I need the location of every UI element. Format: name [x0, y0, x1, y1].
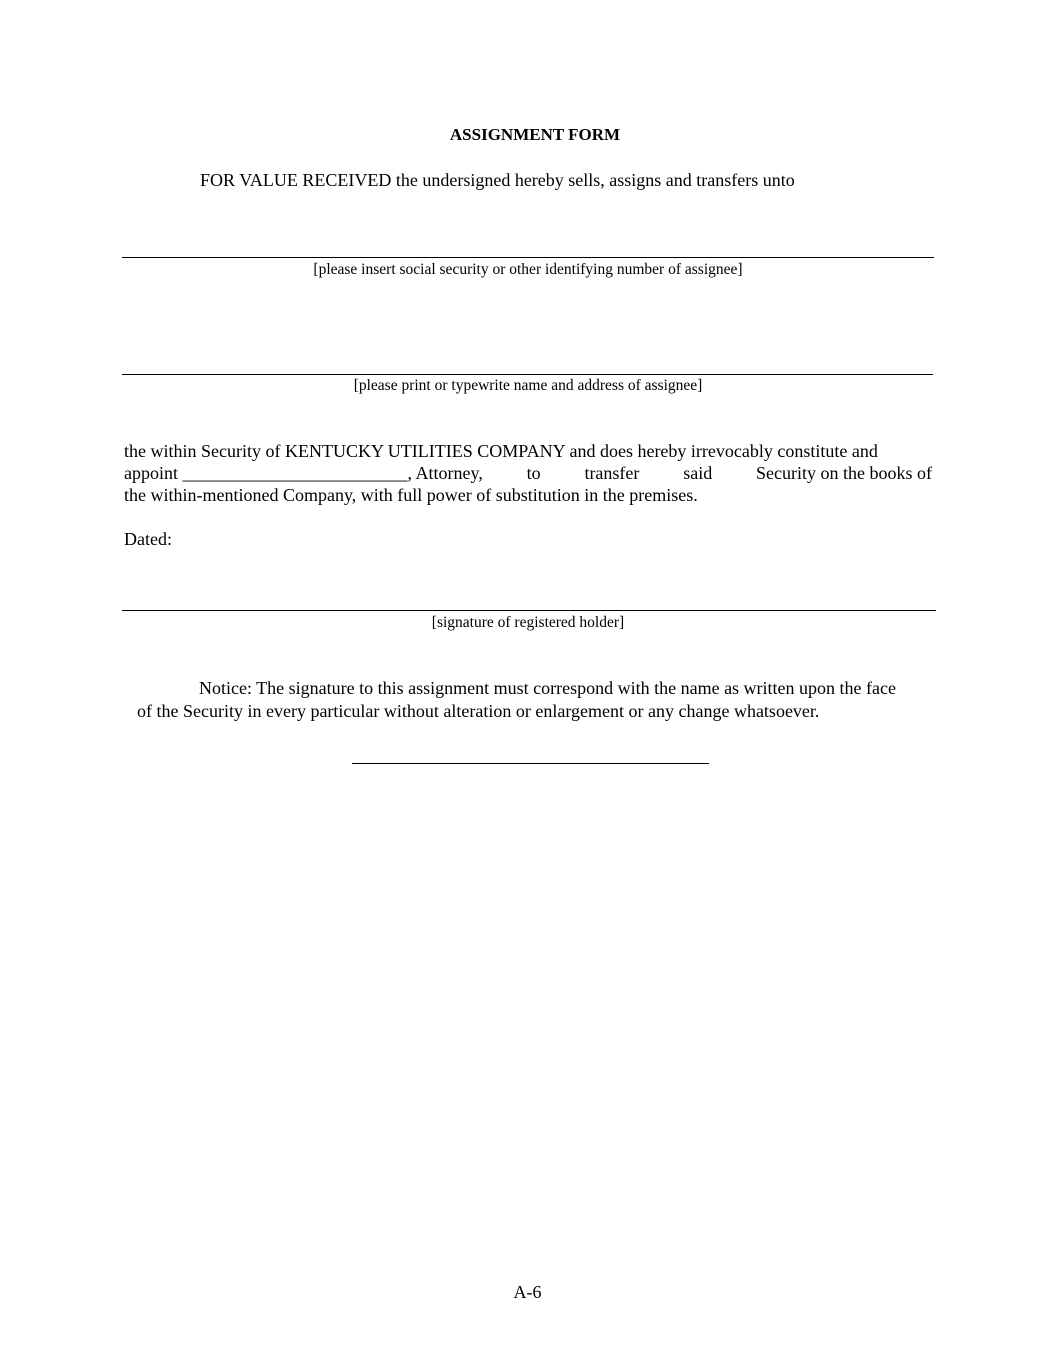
notice-line-1: Notice: The signature to this assignment must correspond with the name as written upon the face [199, 678, 896, 698]
body-line-2 [124, 462, 932, 484]
body-line-2-word: said [683, 463, 713, 483]
notice-paragraph [137, 677, 937, 723]
page-number: A-6 [513, 1282, 542, 1302]
signature-caption: [signature of registered holder] [431, 614, 625, 631]
body-line-2-word: appoint _________________________, Attorney, [124, 463, 483, 483]
signature-line [122, 610, 936, 611]
assignee-identifier-line [122, 257, 934, 258]
intro-sentence: FOR VALUE RECEIVED the undersigned hereby sells, assigns and transfers unto [200, 170, 795, 190]
form-title: ASSIGNMENT FORM [449, 125, 621, 144]
body-line-2-word: to [526, 463, 541, 483]
assignment-body-paragraph [124, 440, 932, 506]
end-divider [352, 763, 709, 764]
body-line-2-word: Security on the books of [756, 463, 932, 483]
body-line-1: the within Security of KENTUCKY UTILITIES COMPANY and does hereby irrevocably constitute and [124, 441, 878, 461]
assignee-name-address-caption: [please print or typewrite name and address of assignee] [353, 377, 703, 394]
body-line-3: the within-mentioned Company, with full power of substitution in the premises. [124, 485, 698, 505]
assignee-name-address-line [122, 374, 933, 375]
assignee-identifier-caption: [please insert social security or other identifying number of assignee] [313, 261, 743, 278]
body-line-2-word: transfer [584, 463, 640, 483]
notice-line-2: of the Security in every particular without alteration or enlargement or any change whatsoever. [137, 701, 820, 721]
dated-label: Dated: [124, 529, 172, 549]
